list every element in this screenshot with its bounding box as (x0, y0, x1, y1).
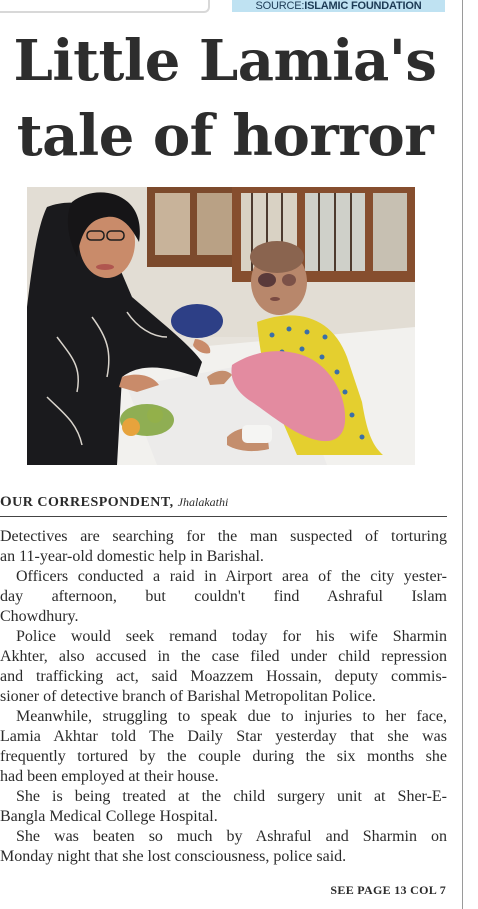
article-line: Bangla Medical College Hospital. (0, 808, 218, 825)
headline-line-2: tale of horror (16, 103, 434, 169)
source-name: ISLAMIC FOUNDATION (304, 0, 422, 12)
byline-place: Jhalakathi (177, 495, 229, 509)
article-line: Detectives are searching for the man suspected of torturing (0, 528, 447, 545)
photo-source-credit (232, 0, 445, 12)
article-line: an 11-year-old domestic help in Barishal. (0, 548, 264, 565)
byline-author: UR CORRESPONDENT, (12, 495, 174, 510)
article-line: She is being treated at the child surgery unit at Sher-E- (16, 788, 447, 805)
hospital-bed-photo-illustration (27, 187, 415, 465)
article-line: had been employed at their house. (0, 768, 219, 785)
continued-page-reference: SEE PAGE 13 COL 7 (330, 883, 446, 897)
byline (0, 494, 228, 511)
article-line: Meanwhile, struggling to speak due to injuries to her face, (16, 708, 447, 725)
article-line: Chowdhury. (0, 608, 79, 625)
column-rule (462, 0, 463, 909)
byline-first-letter: O (0, 494, 13, 510)
source-prefix: SOURCE: (255, 0, 305, 12)
headline-line-1: Little Lamia's (13, 28, 437, 94)
article-line: sioner of detective branch of Barishal Metropolitan Police. (0, 688, 376, 705)
article-body (0, 527, 447, 867)
article-line: Lamia Akhtar told The Daily Star yesterday that she was (0, 728, 447, 745)
article-line: frequently tortured by the couple during the six months she (0, 748, 447, 765)
byline-rule (0, 516, 447, 517)
article-line: Monday night that she lost consciousness, police said. (0, 848, 347, 865)
top-box-border (0, 0, 210, 13)
article-line: day afternoon, but couldn't find Ashraful Islam (0, 588, 447, 605)
article-line: and trafficking act, said Moazzem Hossain, deputy commis- (0, 668, 447, 685)
article-line: Police would seek remand today for his wife Sharmin (16, 628, 447, 645)
article-line: She was beaten so much by Ashraful and Sharmin on (16, 828, 447, 845)
article-line: Officers conducted a raid in Airport area of the city yester- (16, 568, 447, 585)
news-photo (27, 187, 415, 465)
article-line: Akhter, also accused in the case filed under child repression (0, 648, 447, 665)
